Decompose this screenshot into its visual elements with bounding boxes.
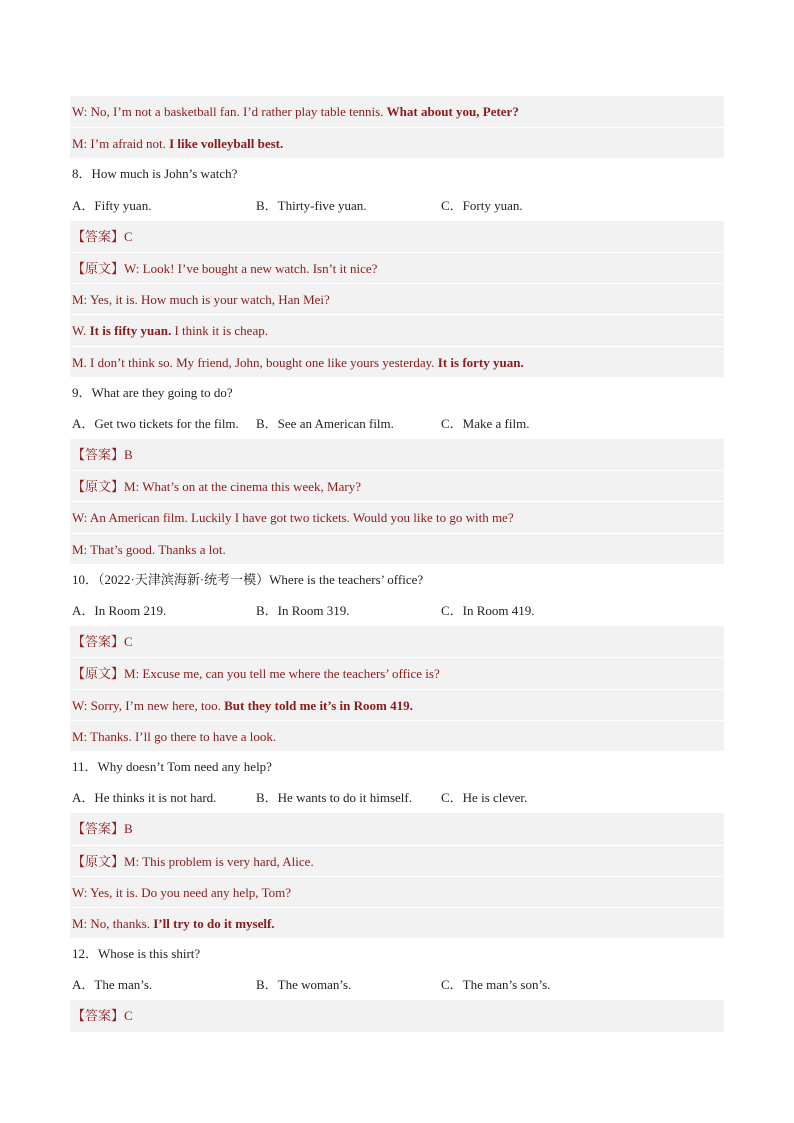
transcript-line: M: Yes, it is. How much is your watch, Han Mei? (70, 283, 724, 314)
transcript-line (70, 127, 724, 158)
answer-tag: 【答案】 (72, 1008, 125, 1024)
option-b: B．In Room 319. (256, 603, 350, 618)
option-c: C．Make a film. (441, 415, 530, 431)
transcript-text: M. I don’t think so. My friend, John, bought one like yours yesterday. (72, 354, 438, 370)
question-8: 8．How much is John’s watch? (72, 166, 238, 182)
options-10 (70, 595, 724, 626)
transcript-line (70, 96, 724, 127)
key-sentence: It is forty yuan. (437, 354, 524, 370)
answer-line (70, 439, 724, 470)
question-12: 12．Whose is this shirt? (72, 946, 201, 962)
transcript-text: I think it is cheap. (171, 323, 268, 339)
document-page (70, 96, 724, 1032)
option-b: B．The woman’s. (256, 977, 352, 993)
answer-value: C (124, 634, 133, 650)
transcript-line: M: Thanks. I’ll go there to have a look. (70, 720, 724, 751)
transcript-line (70, 346, 724, 377)
key-sentence: It is fifty yuan. (89, 323, 172, 339)
transcript-line (70, 689, 724, 720)
options-8 (70, 190, 724, 221)
answer-line (70, 813, 724, 844)
transcript-text: M: Excuse me, can you tell me where the teachers’ office is? (124, 666, 440, 682)
transcript-text: W: No, I’m not a basketball fan. I’d rather play table tennis. (72, 104, 387, 119)
transcript-line: W: Yes, it is. Do you need any help, Tom? (70, 876, 724, 907)
transcript-text: M: No, thanks. (72, 915, 154, 931)
question-10: 10．（2022·天津滨海新·统考一模）Where is the teachers’ office? (72, 571, 424, 587)
transcript-line (70, 657, 724, 688)
option-c: C．In Room 419. (441, 603, 535, 618)
options-12 (70, 969, 724, 1000)
option-a: A．Get two tickets for the film. (72, 415, 239, 431)
transcript-line: M: That’s good. Thanks a lot. (70, 533, 724, 564)
option-a: A．He thinks it is not hard. (72, 790, 217, 806)
answer-value: C (124, 228, 133, 244)
transcript-tag: 【原文】 (72, 260, 125, 276)
transcript-line (70, 470, 724, 501)
option-b: B．See an American film. (256, 415, 394, 431)
option-a: A．The man’s. (72, 977, 153, 993)
option-c: C．Forty yuan. (441, 197, 523, 213)
option-b: B．Thirty-five yuan. (256, 197, 367, 213)
key-sentence: What about you, Peter? (386, 104, 519, 119)
answer-line (70, 221, 724, 252)
transcript-text: W. (72, 323, 90, 339)
answer-tag: 【答案】 (72, 447, 125, 463)
option-c: C．The man’s son’s. (441, 977, 551, 993)
transcript-text: W: Sorry, I’m new here, too. (72, 697, 225, 713)
transcript-tag: 【原文】 (72, 479, 125, 495)
question-11: 11．Why doesn’t Tom need any help? (72, 758, 272, 774)
question-9: 9．What are they going to do? (72, 384, 233, 400)
transcript-text: M: What’s on at the cinema this week, Mary? (124, 479, 361, 495)
transcript-tag: 【原文】 (72, 853, 125, 869)
options-11 (70, 782, 724, 813)
answer-line (70, 626, 724, 657)
option-a: A．In Room 219. (72, 603, 167, 618)
answer-line (70, 1000, 724, 1031)
answer-value: B (124, 821, 133, 837)
answer-value: C (124, 1008, 133, 1024)
answer-tag: 【答案】 (72, 821, 125, 837)
options-9 (70, 408, 724, 439)
transcript-line: W: An American film. Luckily I have got two tickets. Would you like to go with me? (70, 501, 724, 532)
option-b: B．He wants to do it himself. (256, 790, 412, 806)
transcript-line (70, 907, 724, 938)
key-sentence: But they told me it’s in Room 419. (224, 697, 413, 713)
transcript-line (70, 252, 724, 283)
answer-tag: 【答案】 (72, 228, 125, 244)
answer-tag: 【答案】 (72, 634, 125, 650)
transcript-tag: 【原文】 (72, 666, 125, 682)
answer-value: B (124, 447, 133, 463)
option-c: C．He is clever. (441, 790, 528, 806)
transcript-text: M: I’m afraid not. (72, 136, 170, 152)
transcript-text: M: This problem is very hard, Alice. (124, 853, 314, 869)
transcript-line (70, 314, 724, 345)
key-sentence: I like volleyball best. (169, 136, 284, 152)
transcript-line (70, 845, 724, 876)
key-sentence: I’ll try to do it myself. (153, 915, 275, 931)
option-a: A．Fifty yuan. (72, 197, 152, 213)
transcript-text: W: Look! I’ve bought a new watch. Isn’t it nice? (124, 260, 378, 276)
